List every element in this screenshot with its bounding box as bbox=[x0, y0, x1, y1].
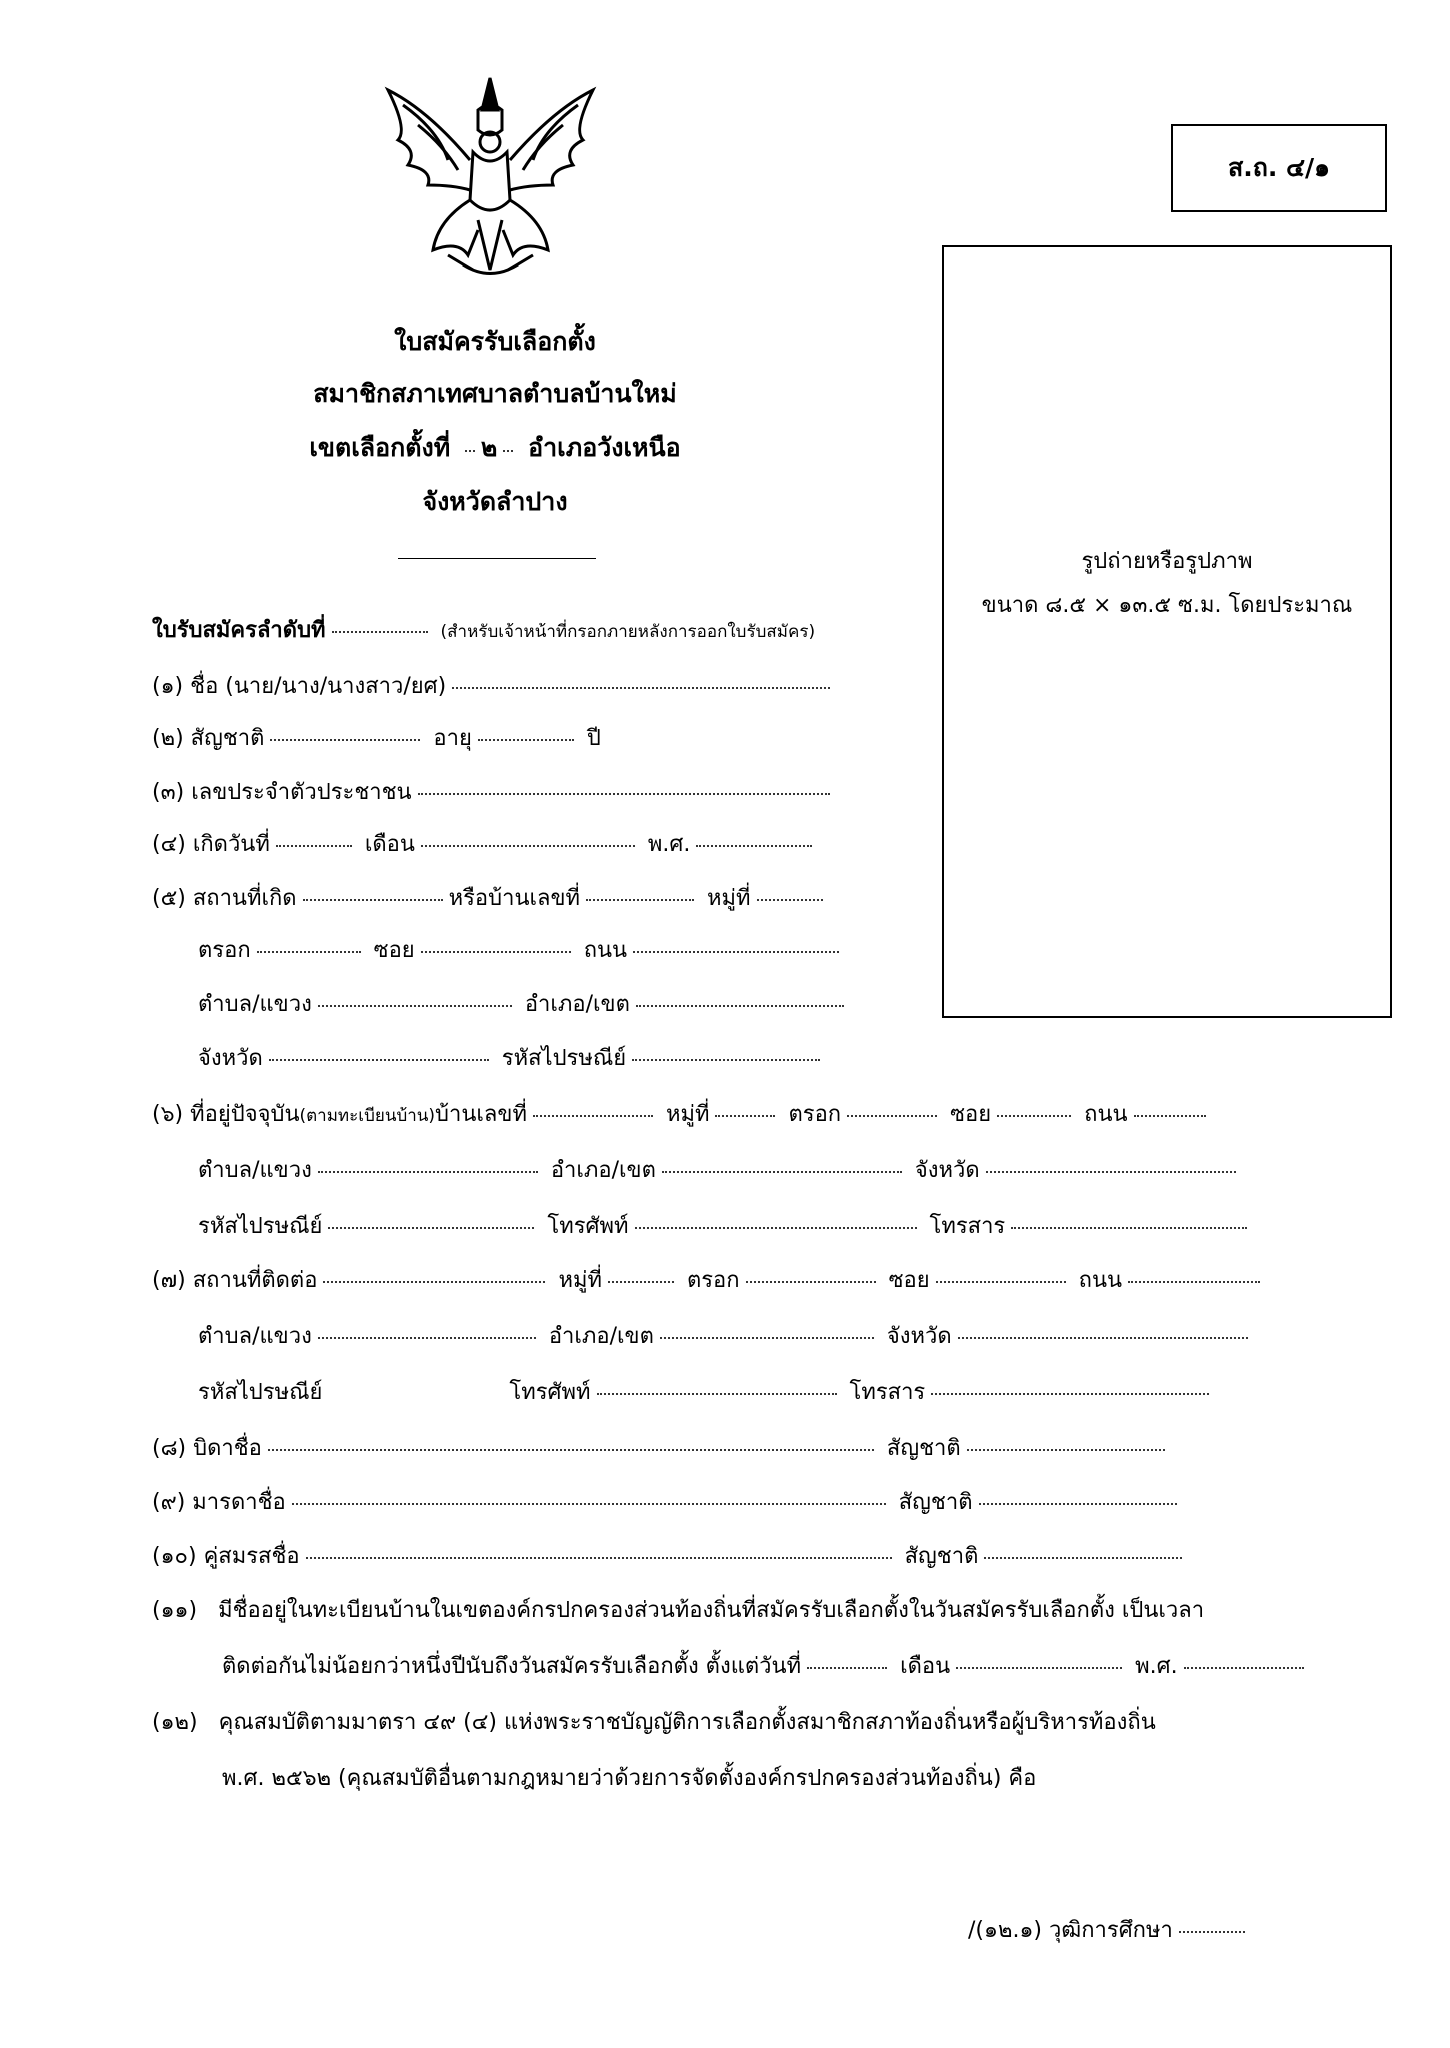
item-5-line-4: จังหวัด รหัสไปรษณีย์ bbox=[198, 1040, 826, 1075]
item-11-line-1: (๑๑) มีชื่ออยู่ในทะเบียนบ้านในเขตองค์กรปกครองส่วนท้องถิ่นที่สมัครรับเลือกตั้งในวันสมัครรับเลือกตั้ง เป็นเวลา bbox=[152, 1598, 1205, 1623]
order-label: ใบรับสมัครลำดับที่ bbox=[152, 618, 326, 643]
item-7-line-1: (๗) สถานที่ติดต่อ หมู่ที่ ตรอก ซอย ถนน bbox=[152, 1262, 1266, 1297]
item-7-line-3: รหัสไปรษณีย์ โทรศัพท์ โทรสาร bbox=[198, 1374, 1215, 1409]
item-6-line-3: รหัสไปรษณีย์ โทรศัพท์ โทรสาร bbox=[198, 1208, 1253, 1243]
council-name: สมาชิกสภาเทศบาลตำบลบ้านใหม่ bbox=[313, 379, 677, 408]
garuda-emblem-icon bbox=[378, 70, 603, 285]
item-12-line-1: (๑๒) คุณสมบัติตามมาตรา ๔๙ (๔) แห่งพระราชบัญญัติการเลือกตั้งสมาชิกสภาท้องถิ่นหรือผู้บริหารท้องถิ่น bbox=[152, 1710, 1156, 1735]
name-label: ชื่อ (นาย/นาง/นางสาว/ยศ) bbox=[190, 674, 447, 699]
item-12-line-2: พ.ศ. ๒๕๖๒ (คุณสมบัติอื่นตามกฎหมายว่าด้วยการจัดตั้งองค์กรปกครองส่วนท้องถิ่น) คือ bbox=[222, 1766, 1037, 1791]
continuation-note: /(๑๒.๑) วุฒิการศึกษา bbox=[968, 1912, 1251, 1947]
title-divider bbox=[398, 558, 596, 559]
photo-label: รูปถ่ายหรือรูปภาพ bbox=[1081, 549, 1253, 574]
form-code: ส.ถ. ๔/๑ bbox=[1227, 153, 1330, 182]
mother-name-field[interactable] bbox=[292, 1503, 886, 1505]
id-number-field[interactable] bbox=[418, 793, 830, 795]
item-11-line-2: ติดต่อกันไม่น้อยกว่าหนึ่งปีนับถึงวันสมัครรับเลือกตั้ง ตั้งแต่วันที่ เดือน พ.ศ. bbox=[222, 1648, 1310, 1683]
item-7-line-2: ตำบล/แขวง อำเภอ/เขต จังหวัด bbox=[198, 1318, 1254, 1353]
age-field[interactable] bbox=[478, 739, 574, 741]
form-title: ใบสมัครรับเลือกตั้ง bbox=[394, 327, 596, 356]
father-name-field[interactable] bbox=[268, 1449, 874, 1451]
item-10-line: (๑๐) คู่สมรสชื่อ สัญชาติ bbox=[152, 1538, 1188, 1573]
province-name: จังหวัดลำปาง bbox=[422, 487, 568, 516]
item-5-line-3: ตำบล/แขวง อำเภอ/เขต bbox=[198, 986, 850, 1021]
election-zone-line bbox=[215, 428, 775, 468]
nationality-field[interactable] bbox=[270, 739, 420, 741]
item-2-line: (๒) สัญชาติ อายุ ปี bbox=[152, 726, 601, 751]
birth-year-field[interactable] bbox=[696, 845, 812, 847]
spouse-name-field[interactable] bbox=[306, 1557, 892, 1559]
order-note: (สำหรับเจ้าหน้าที่กรอกภายหลังการออกใบรับสมัคร) bbox=[440, 622, 816, 642]
item-6-line-2: ตำบล/แขวง อำเภอ/เขต จังหวัด bbox=[198, 1152, 1242, 1187]
form-code-box bbox=[1171, 124, 1387, 212]
item-9-line: (๙) มารดาชื่อ สัญชาติ bbox=[152, 1484, 1183, 1519]
item-6-line-1: (๖) ที่อยู่ปัจจุบัน(ตามทะเบียนบ้าน)บ้านเลขที่ หมู่ที่ ตรอก ซอย ถนน bbox=[152, 1096, 1212, 1131]
item-5-line-2: ตรอก ซอย ถนน bbox=[198, 932, 845, 967]
photo-size-label: ขนาด ๘.๕ × ๑๓.๕ ซ.ม. โดยประมาณ bbox=[981, 593, 1353, 618]
birth-day-field[interactable] bbox=[276, 845, 352, 847]
photo-box bbox=[942, 245, 1392, 1018]
order-number-line bbox=[152, 612, 815, 647]
birth-month-field[interactable] bbox=[421, 845, 635, 847]
item-5-line-1: (๕) สถานที่เกิด หรือบ้านเลขที่ หมู่ที่ bbox=[152, 880, 829, 915]
item-1-line: (๑) ชื่อ (นาย/นาง/นางสาว/ยศ) bbox=[152, 668, 836, 703]
item-3-line: (๓) เลขประจำตัวประชาชน bbox=[152, 774, 836, 809]
district-name: อำเภอวังเหนือ bbox=[528, 433, 681, 462]
item-4-line: (๔) เกิดวันที่ เดือน พ.ศ. bbox=[152, 826, 818, 861]
item-8-line: (๘) บิดาชื่อ สัญชาติ bbox=[152, 1430, 1171, 1465]
name-field[interactable] bbox=[452, 687, 830, 689]
zone-number: ๒ bbox=[480, 433, 498, 462]
zone-prefix: เขตเลือกตั้งที่ bbox=[309, 433, 451, 462]
